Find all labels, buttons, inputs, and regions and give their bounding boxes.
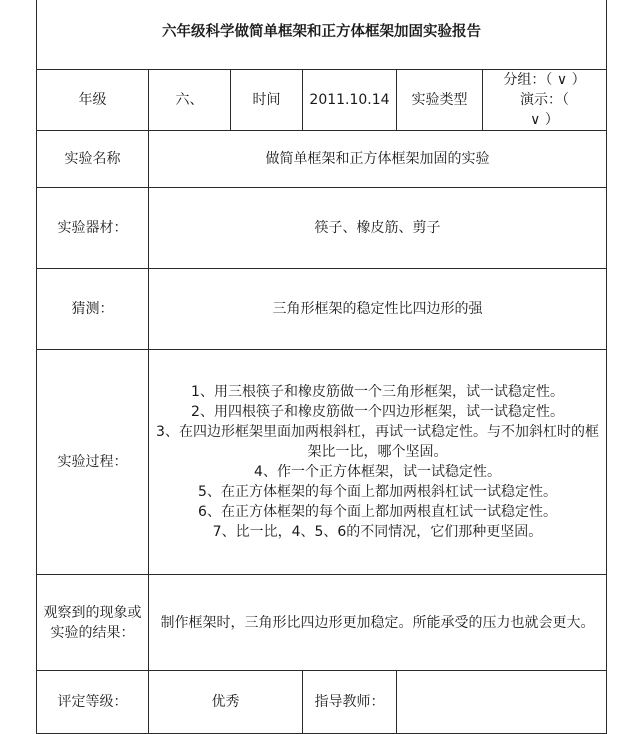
grade-eval-value: 优秀 bbox=[149, 671, 303, 734]
result-label bbox=[37, 575, 149, 671]
time-value: 2011.10.14 bbox=[303, 70, 397, 131]
process-step: 1、用三根筷子和橡皮筋做一个三角形框架，试一试稳定性。 bbox=[191, 384, 564, 400]
result-value: 制作框架时，三角形比四边形更加稳定。所能承受的压力也就会更大。 bbox=[149, 575, 607, 671]
process-step: 5、在正方体框架的每个面上都加两根斜杠试一试稳定性。 bbox=[198, 484, 557, 500]
process-step: 3、在四边形框架里面加两根斜杠，再试一试稳定性。与不加斜杠时的框架比一比，哪个坚固。 bbox=[156, 424, 599, 460]
guess-label: 猜测： bbox=[37, 269, 149, 350]
result-label-line: 观察到的现象或 bbox=[43, 604, 142, 621]
teacher-value bbox=[397, 671, 607, 734]
report-title: 六年级科学做简单框架和正方体框架加固实验报告 bbox=[37, 0, 607, 70]
demo-option: 演示：（ bbox=[520, 92, 569, 108]
equipment-label: 实验器材： bbox=[37, 188, 149, 269]
process-label: 实验过程： bbox=[37, 350, 149, 575]
process-step: 4、作一个正方体框架，试一试稳定性。 bbox=[254, 464, 501, 480]
grade-value: 六、 bbox=[149, 70, 231, 131]
guess-value: 三角形框架的稳定性比四边形的强 bbox=[149, 269, 607, 350]
experiment-report-table bbox=[36, 0, 607, 734]
process-step: 7、比一比，4、5、6的不同情况，它们那种更坚固。 bbox=[212, 524, 543, 540]
teacher-label: 指导教师： bbox=[303, 671, 397, 734]
group-option: 分组：（ ∨ ） bbox=[503, 72, 586, 88]
experiment-type-options bbox=[483, 70, 607, 131]
type-label: 实验类型 bbox=[397, 70, 483, 131]
grade-label: 年级 bbox=[37, 70, 149, 131]
time-label: 时间 bbox=[231, 70, 303, 131]
result-label-line: 实验的结果： bbox=[50, 624, 135, 641]
process-steps bbox=[149, 350, 607, 575]
process-step: 6、在正方体框架的每个面上都加两根直杠试一试稳定性。 bbox=[198, 504, 557, 520]
demo-option-close: ∨ ） bbox=[530, 112, 559, 128]
process-step: 2、用四根筷子和橡皮筋做一个四边形框架，试一试稳定性。 bbox=[191, 404, 564, 420]
equipment-value: 筷子、橡皮筋、剪子 bbox=[149, 188, 607, 269]
grade-eval-label: 评定等级： bbox=[37, 671, 149, 734]
experiment-name-label: 实验名称 bbox=[37, 131, 149, 188]
experiment-name-value: 做简单框架和正方体框架加固的实验 bbox=[149, 131, 607, 188]
